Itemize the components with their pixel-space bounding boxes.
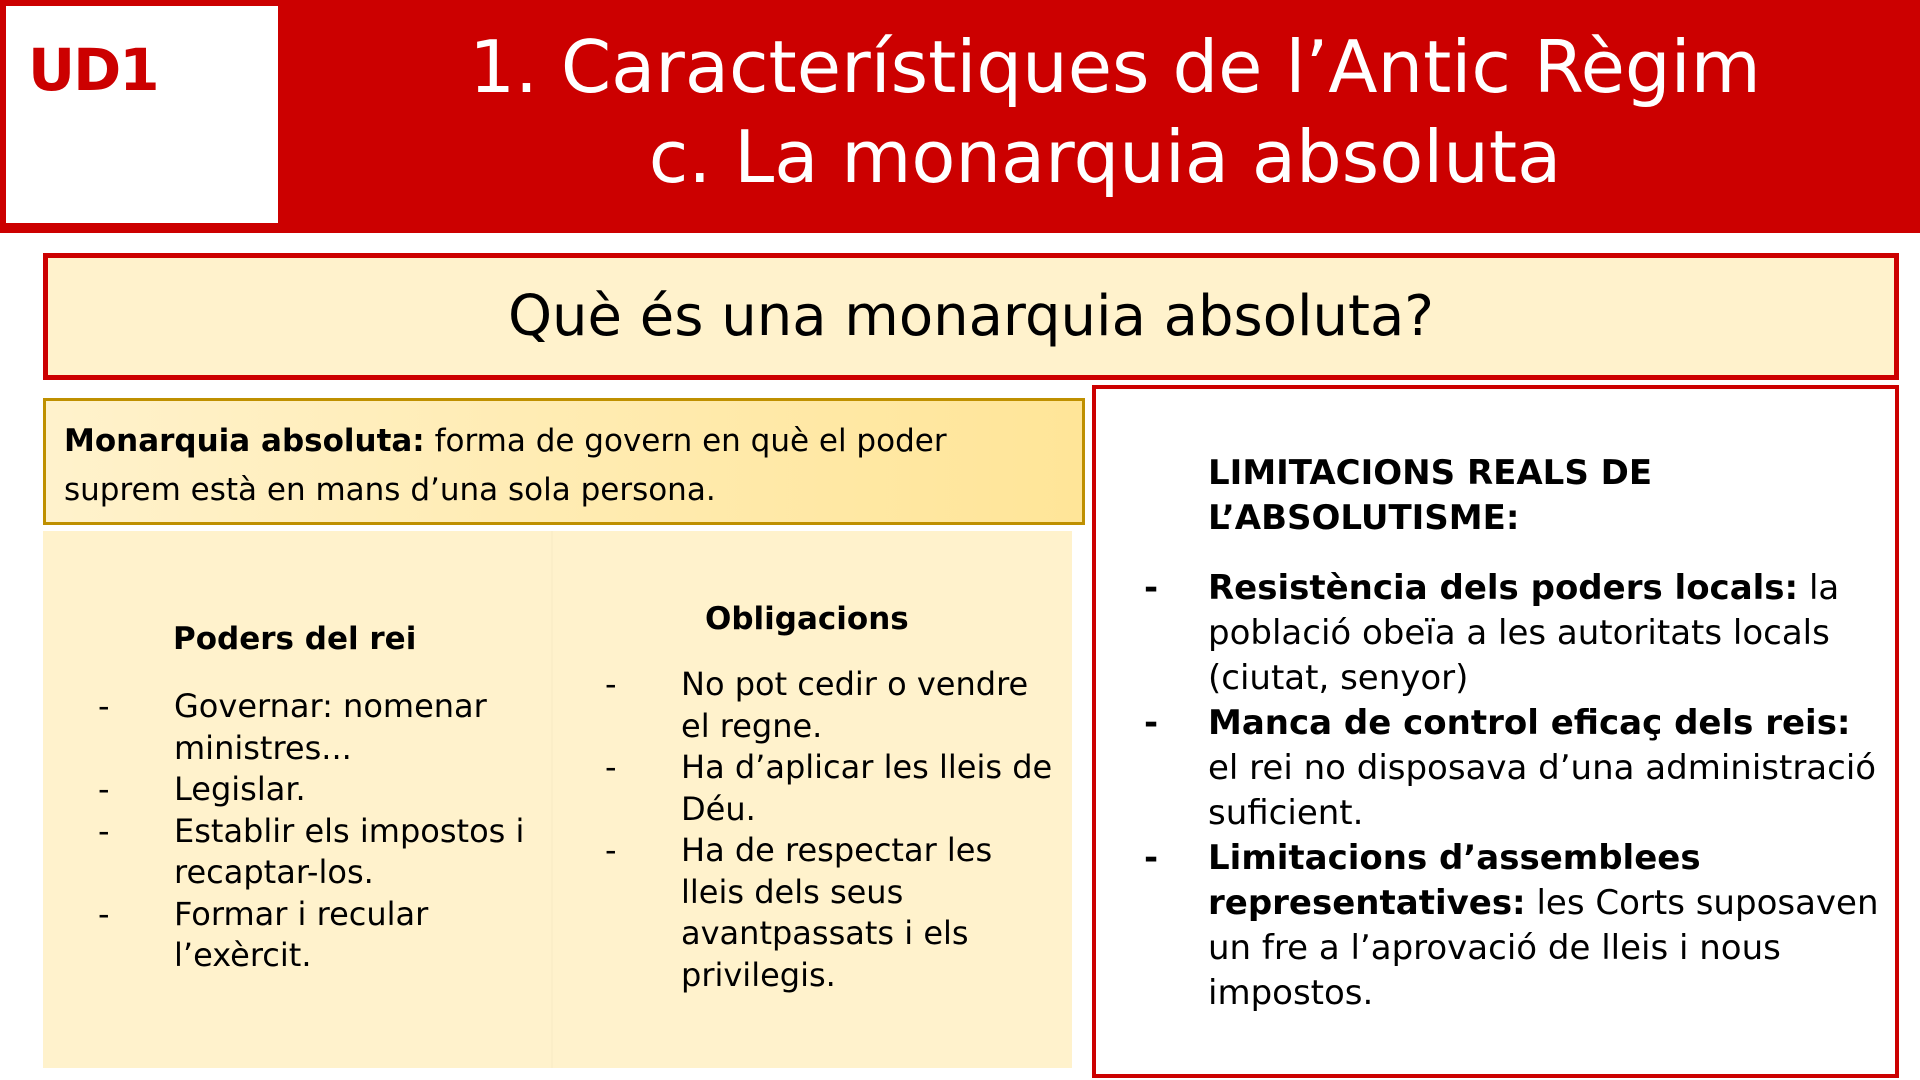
dash-bullet-icon: - (98, 770, 110, 808)
definition-term: Monarquia absoluta: (64, 423, 425, 459)
limitation-text: la població obeïa a les autoritats locals (ciutat, senyor) (1208, 568, 1840, 698)
list-item: - Formar i recular l’exèrcit. (98, 894, 429, 974)
obligations-heading: Obligacions (705, 601, 909, 637)
question-box (43, 253, 1899, 380)
powers-obligations-panel (43, 531, 1072, 1068)
unit-badge (2, 2, 282, 227)
slide-title (290, 22, 1920, 202)
powers-heading: Poders del rei (173, 621, 417, 657)
list-item: - Ha de respectar les lleis dels seus avantpassats i els privilegis. (605, 831, 993, 994)
dash-bullet-icon: - (1144, 703, 1159, 743)
column-divider (551, 531, 553, 1068)
list-item: - Ha d’aplicar les lleis de Déu. (605, 748, 1053, 828)
dash-bullet-icon: - (605, 831, 617, 869)
limitations-heading: LIMITACIONS REALS DE L’ABSOLUTISME: (1208, 453, 1653, 538)
list-item: - No pot cedir o vendre el regne. (605, 665, 1029, 745)
limitation-text: les Corts suposaven un fre a l’aprovació de lleis i nous impostos. (1208, 883, 1879, 1013)
dash-bullet-icon: - (605, 748, 617, 786)
dash-bullet-icon: - (1144, 838, 1159, 878)
dash-bullet-icon: - (98, 811, 110, 850)
obligations-list (605, 664, 1065, 996)
list-item (1144, 566, 1884, 701)
unit-label: UD1 (28, 36, 158, 104)
question-text: Què és una monarquia absoluta? (507, 284, 1435, 349)
definition-box (43, 398, 1085, 525)
list-item: - Establir els impostos i recaptar-los. (98, 811, 525, 891)
limitation-term: Resistència dels poders locals: (1208, 568, 1799, 608)
dash-bullet-icon: - (605, 665, 617, 703)
powers-list (98, 686, 548, 977)
list-item: - Legislar. (98, 769, 548, 811)
definition-text: forma de govern en què el poder suprem està en mans d’una sola persona. (64, 423, 947, 508)
title-line-2: c. La monarquia absoluta (648, 115, 1562, 199)
limitations-box (1092, 385, 1899, 1078)
limitation-term: Manca de control eficaç dels reis: (1208, 703, 1851, 743)
list-item: - Governar: nomenar ministres... (98, 687, 487, 767)
list-item (1144, 836, 1884, 1016)
slide-header (0, 0, 1920, 233)
list-item (1144, 701, 1884, 836)
dash-bullet-icon: - (1144, 568, 1159, 608)
title-line-1: 1. Característiques de l’Antic Règim (469, 25, 1761, 109)
dash-bullet-icon: - (98, 894, 110, 933)
limitations-list (1144, 566, 1884, 1016)
limitation-text: el rei no disposava d’una administració suficient. (1208, 748, 1877, 833)
dash-bullet-icon: - (98, 687, 110, 725)
limitation-term: Limitacions d’assemblees representatives: (1208, 838, 1701, 923)
